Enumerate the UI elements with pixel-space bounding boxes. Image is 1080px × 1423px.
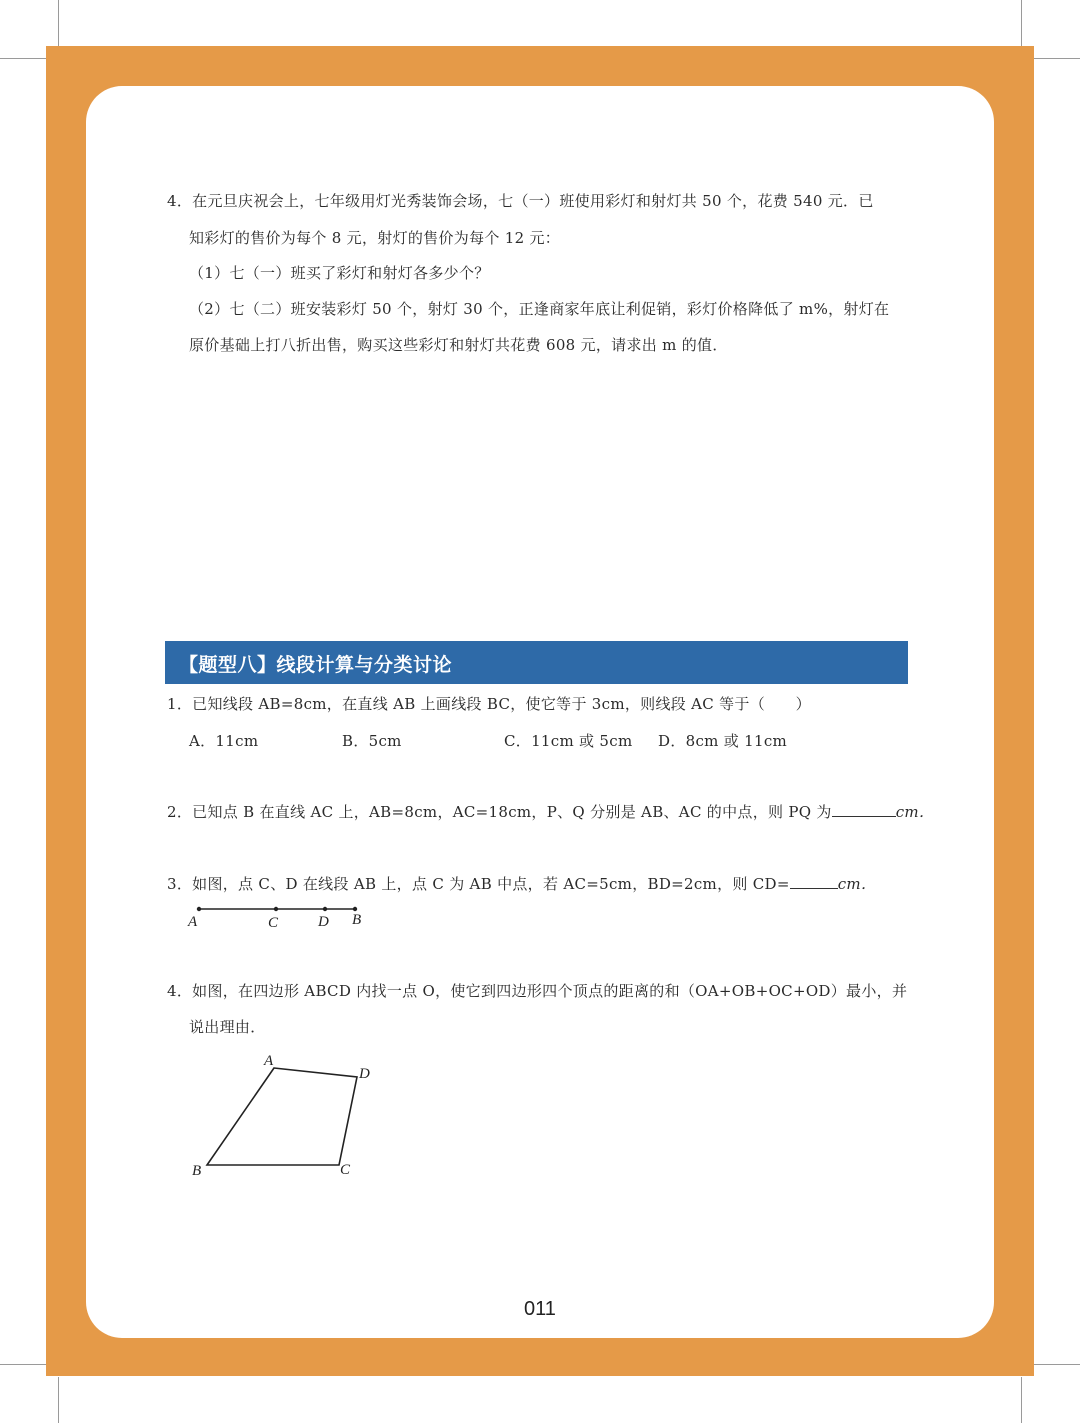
segment-diagram (187, 907, 361, 931)
q4b-line1: 4．如图，在四边形 ABCD 内找一点 O，使它到四边形四个顶点的距离的和（OA+OB+OC+OD）最小，并 (167, 982, 908, 1000)
q1-option-b: B．5cm (342, 732, 402, 750)
point-a (197, 907, 201, 911)
q1-option-d: D．8cm 或 11cm (658, 732, 788, 750)
label-c: C (268, 915, 279, 931)
quadrilateral-diagram (192, 1053, 370, 1179)
label-b: B (352, 912, 362, 928)
q4a-line1: 4．在元旦庆祝会上，七年级用灯光秀装饰会场，七（一）班使用彩灯和射灯共 50 个，花费 540 元．已 (167, 192, 874, 210)
section-title: 【题型八】线段计算与分类讨论 (179, 654, 453, 676)
page-number: 011 (524, 1298, 556, 1320)
point-b (353, 907, 357, 911)
label-d: D (318, 914, 329, 930)
q4b-line2: 说出理由． (189, 1018, 266, 1036)
q4a-sub2: （2）七（二）班安装彩灯 50 个，射灯 30 个，正逢商家年底让利促销，彩灯价格降低了 m%，射灯在 (189, 300, 890, 318)
q4a-sub3: 原价基础上打八折出售，购买这些彩灯和射灯共花费 608 元，请求出 m 的值． (189, 336, 728, 354)
q4a-line2: 知彩灯的售价为每个 8 元，射灯的售价为每个 12 元： (189, 229, 561, 247)
q3-text: 3．如图，点 C、D 在线段 AB 上，点 C 为 AB 中点，若 AC=5cm，BD=2cm，则 CD= (167, 875, 790, 893)
label-a: A (188, 914, 198, 930)
q3-unit: cm． (837, 875, 877, 893)
q1-option-a: A．11cm (189, 732, 259, 750)
label-vertex-d: D (359, 1066, 370, 1082)
label-vertex-b: B (192, 1163, 202, 1179)
point-d (323, 907, 327, 911)
q1-text: 1．已知线段 AB=8cm，在直线 AB 上画线段 BC，使它等于 3cm，则线段 AC 等于（ ） (167, 695, 811, 713)
q2-text: 2．已知点 B 在直线 AC 上，AB=8cm，AC=18cm，P、Q 分别是 AB、AC 的中点，则 PQ 为 (167, 803, 832, 821)
q1-option-c: C．11cm 或 5cm (504, 732, 633, 750)
quadrilateral-abcd (207, 1068, 357, 1165)
q4a-sub1: （1）七（一）班买了彩灯和射灯各多少个？ (189, 264, 490, 282)
q2-unit: cm． (895, 803, 935, 821)
label-vertex-c: C (340, 1162, 351, 1178)
point-c (274, 907, 278, 911)
label-vertex-a: A (264, 1053, 274, 1069)
